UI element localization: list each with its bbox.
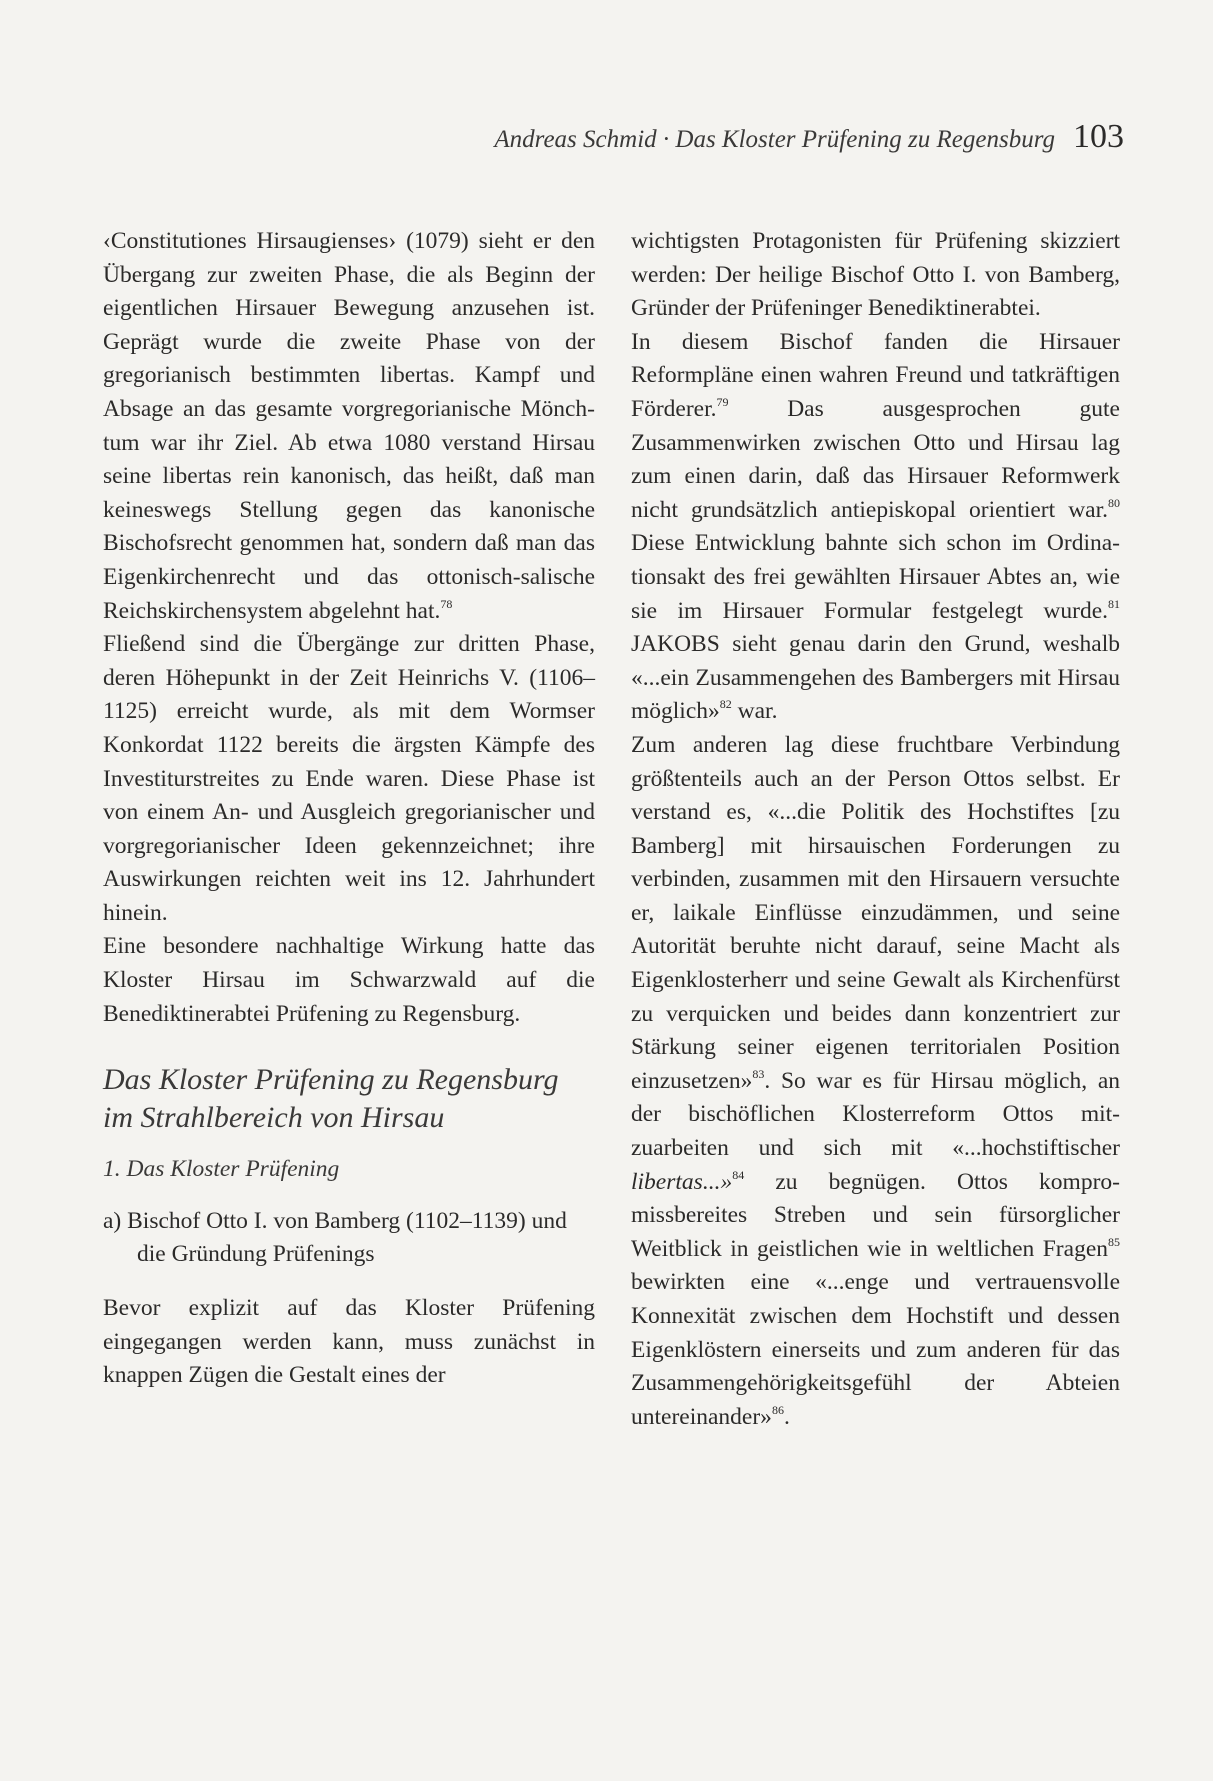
paragraph-text: Diese Entwicklung bahnte sich schon im Ordinationsakt des frei gewählten Hirsauer Abtes an, wie sie im Hirsauer Formular festgelegt wurde. [631,530,1120,624]
footnote-ref: 83 [752,1066,765,1081]
paragraph: Bevor explizit auf das Kloster Prüfening eingegangen werden kann, muss zunächst in knappen Zügen die Gestalt eines der [103,1295,595,1389]
sub-heading: 1. Das Kloster Prüfening [103,1156,340,1183]
page-number: 103 [1073,118,1124,155]
paragraph [631,326,1120,729]
paragraph-text: Zum anderen lag diese fruchtbare Verbindung größtenteils auch an der Person Ottos selbst. Er verstand es, «...die Politik des Hochstiftes [zu Bamberg] mit hirsauischen Forderungen zu verbinden, zusammen mit den Hirsauern versuchte er, laikale Einflüsse einzudämmen, und seine Autorität beruhte nicht darauf, seine Macht als Eigenklosterherr und seine Gewalt als Kirchenfürst zu verquicken und beides dann konzentriert zur Stärkung seiner eigenen territorialen Position einzusetzen» [631,731,1120,1094]
paragraph-text: zu begnügen. Ottos kompromissbereites Streben und sein fürsorglicher Weitblick in geistlichen wie in weltlichen Fragen [631,1168,1120,1262]
paragraph [103,225,595,628]
paragraph-text: . So war es für Hirsau möglich, an der bischöflichen Klosterreform Ottos mitzuarbeiten und sich mit «...hochstiftischer [631,1067,1120,1162]
running-header [100,118,1124,156]
paragraph-text: In diesem Bischof fanden die Hirsauer Reformpläne einen wahren Freund und tatkräftigen Förderer. [631,328,1120,422]
footnote-ref: 80 [1108,495,1120,510]
paragraph-text: ...» [702,1168,733,1195]
paragraph-text: bewirkten eine «...enge und vertrauensvolle Konnexität zwischen dem Hochstift und dessen Eigenklöstern einerseits und zum anderen für das Zusammengehörigkeitsgefühl der Abteien untereinander» [631,1269,1120,1430]
footnote-ref: 78 [440,596,453,611]
italic-term: libertas [631,1168,703,1195]
paragraph-text: war. [731,698,778,725]
right-column [631,225,1120,1434]
point-heading: a) Bischof Otto I. von Bamberg (1102–1139) und die Gründung Prüfenings [103,1207,567,1268]
paragraph-text: ‹Constitutiones Hirsaugienses› (1079) sieht er den Übergang zur zweiten Phase, die als Beginn der eigentlichen Hirsauer Bewegung anzusehen ist. Geprägt wurde die zweite Phase von der gregorianisch bestimmten libertas. Kampf und Absage an das gesamte vorgregorianische Mönchtum war ihr Ziel. Ab etwa 1080 verstand Hirsau seine libertas rein kanonisch, das heißt, daß man keineswegs Stellung gegen das kanonische Bischofsrecht genommen hat, sondern daß man das Eigenkirchenrecht und das ottonisch-salische Reichskirchensystem abgelehnt hat. [103,228,595,624]
paragraph-text: Das ausgesprochen gute Zusammenwirken zwischen Otto und Hirsau lag zum einen darin, daß das Hirsauer Reformwerk nicht grundsätzlich antiepiskopal orientiert war. [631,395,1120,523]
footnote-ref: 86 [771,1402,784,1417]
paragraph: wichtigsten Protagonisten für Prüfening skizziert werden: Der heilige Bischof Otto I. von Bamberg, Gründer der Prüfeninger Benediktinerabtei. [631,228,1120,322]
footnote-ref: 85 [1108,1234,1120,1249]
running-title: Andreas Schmid · Das Kloster Prüfening zu Regensburg [494,126,1055,153]
paragraph: Fließend sind die Übergänge zur dritten Phase, deren Höhepunkt in der Zeit Heinrichs V. (1106–1125) erreicht wurde, als mit dem Wormser Konkordat 1122 bereits die ärgsten Kämpfe des Investiturstreites zu Ende waren. Diese Phase ist von einem An- und Ausgleich gregorianischer und vorgregorianischer Ideen gekennzeichnet; ihre Auswirkungen reichten weit ins 12. Jahrhundert hinein. [103,631,595,926]
paragraph-text: . [783,1403,790,1430]
footnote-ref: 79 [716,394,729,409]
footnote-ref: 81 [1108,596,1120,611]
paragraph [631,729,1120,1434]
left-column [103,225,595,1393]
footnote-ref: 82 [719,697,732,712]
section-heading: Das Kloster Prüfening zu Regensburg im Strahlbereich von Hirsau [103,1063,559,1135]
footnote-ref: 84 [732,1167,745,1182]
paragraph: Eine besondere nachhaltige Wirkung hatte das Kloster Hirsau im Schwarzwald auf die Benediktinerabtei Prüfening zu Regensburg. [103,933,595,1027]
paragraph-text: JAKOBS sieht genau darin den Grund, weshalb «...ein Zusammengehen des Bambergers mit Hirsau möglich» [631,631,1120,725]
